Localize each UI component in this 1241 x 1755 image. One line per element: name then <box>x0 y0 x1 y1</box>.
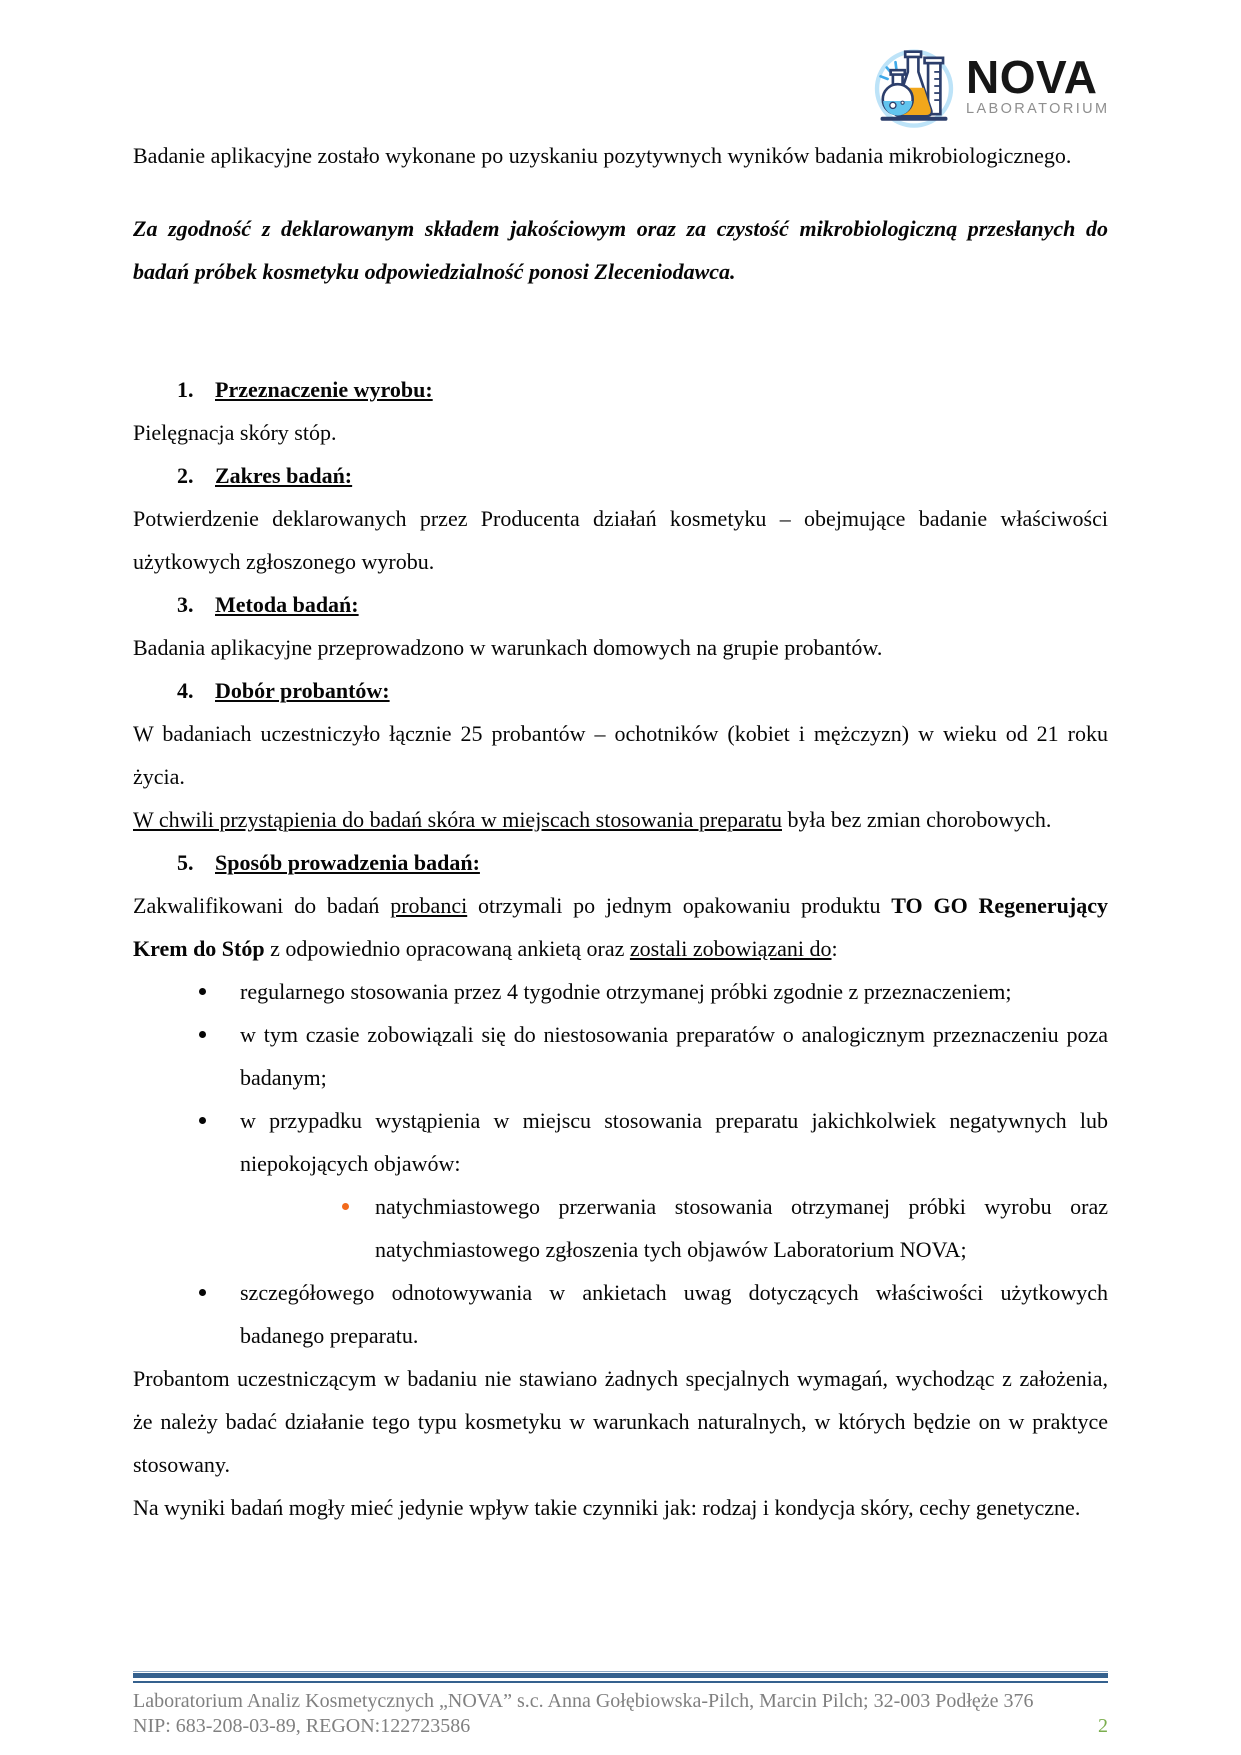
nova-logo <box>870 42 1109 130</box>
bold-product-name: TO GO Regenerujący Krem do Stóp <box>133 893 1109 961</box>
section-heading-4 <box>133 669 1108 712</box>
underlined-phrase: zostali zobowiązani do <box>629 936 832 961</box>
footer-rule-thick <box>133 1673 1108 1678</box>
heading-number: 1. <box>177 377 194 402</box>
bullet-list <box>133 970 1108 1357</box>
heading-label: Przeznaczenie wyrobu: <box>215 377 433 402</box>
heading-number: 5. <box>177 850 194 875</box>
logo-text <box>966 50 1110 117</box>
heading-label: Zakres badań: <box>215 463 353 488</box>
bullet-item: regularnego stosowania przez 4 tygodnie otrzymanej próbki zgodnie z przeznaczeniem; <box>133 970 1108 1013</box>
footer-rule-thin-bottom <box>133 1681 1108 1683</box>
plain-phrase: Zakwalifikowani do badań <box>133 893 391 918</box>
paragraph-section-1: Pielęgnacja skóry stóp. <box>133 420 337 445</box>
paragraph-section-4: W badaniach uczestniczyło łącznie 25 probantów – ochotników (kobiet i mężczyzn) w wieku od 21 roku życia. <box>133 721 1108 789</box>
heading-label: Sposób prowadzenia badań: <box>215 850 480 875</box>
paragraph-section-4b <box>133 798 1108 841</box>
bullet-item: szczegółowego odnotowywania w ankietach uwag dotyczących właściwości użytkowych badanego preparatu. <box>133 1271 1108 1357</box>
footer-rule <box>133 1671 1108 1683</box>
heading-label: Dobór probantów: <box>215 678 390 703</box>
underlined-phrase: probanci <box>390 893 468 918</box>
paragraph-closing-2: Na wyniki badań mogły mieć jedynie wpływ takie czynniki jak: rodzaj i kondycja skóry, cechy genetyczne. <box>133 1495 1081 1520</box>
page-number: 2 <box>1098 1715 1108 1737</box>
plain-phrase: z odpowiednio opracowaną ankietą oraz <box>264 936 630 961</box>
heading-label: Metoda badań: <box>215 592 359 617</box>
paragraph-section-2: Potwierdzenie deklarowanych przez Producenta działań kosmetyku – obejmujące badanie właściwości użytkowych zgłoszonego wyrobu. <box>133 506 1108 574</box>
bullet-item: w tym czasie zobowiązali się do niestosowania preparatów o analogicznym przeznaczeniu poza badanym; <box>133 1013 1108 1099</box>
plain-phrase: była bez zmian chorobowych. <box>782 807 1052 832</box>
heading-number: 3. <box>177 592 194 617</box>
heading-number: 4. <box>177 678 194 703</box>
section-heading-1 <box>133 368 1108 411</box>
footer-ids-row <box>133 1714 1108 1739</box>
heading-number: 2. <box>177 463 194 488</box>
nested-bullet-item: natychmiastowego przerwania stosowania otrzymanej próbki wyrobu oraz natychmiastowego zgłoszenia tych objawów Laboratorium NOVA; <box>133 1185 1108 1271</box>
logo-subtitle: LABORATORIUM <box>966 100 1110 117</box>
document-body <box>133 134 1108 1529</box>
underlined-phrase: W chwili przystąpienia do badań skóra w miejscach stosowania preparatu <box>133 807 782 832</box>
paragraph-closing-1: Probantom uczestniczącym w badaniu nie stawiano żadnych specjalnych wymagań, wychodząc z założenia, że należy badać działanie tego typu kosmetyku w warunkach naturalnych, w których będzie on w praktyce stosowany. <box>133 1366 1108 1477</box>
paragraph-section-3: Badania aplikacyjne przeprowadzono w warunkach domowych na grupie probantów. <box>133 635 883 660</box>
lab-flasks-icon <box>870 42 958 130</box>
footer-address: Laboratorium Analiz Kosmetycznych „NOVA” s.c. Anna Gołębiowska-Pilch, Marcin Pilch; 32-003 Podłęże 376 <box>133 1690 1034 1712</box>
plain-phrase: otrzymali po jednym opakowaniu produktu <box>467 893 892 918</box>
section-heading-3 <box>133 583 1108 626</box>
footer-rule-thin-top <box>133 1671 1108 1672</box>
footer-nip-regon: NIP: 683-208-03-89, REGON:122723586 <box>133 1715 471 1737</box>
footer <box>133 1689 1108 1739</box>
paragraph-section-5-intro <box>133 884 1108 970</box>
paragraph-intro: Badanie aplikacyjne zostało wykonane po uzyskaniu pozytywnych wyników badania mikrobiologicznego. <box>133 143 1072 168</box>
paragraph-disclaimer: Za zgodność z deklarowanym składem jakościowym oraz za czystość mikrobiologiczną przesłanych do badań próbek kosmetyku odpowiedzialność ponosi Zleceniodawca. <box>133 216 1108 284</box>
plain-phrase: : <box>831 936 838 961</box>
logo-name: NOVA <box>966 50 1098 103</box>
section-heading-5 <box>133 841 1108 884</box>
section-heading-2 <box>133 454 1108 497</box>
bullet-item: w przypadku wystąpienia w miejscu stosowania preparatu jakichkolwiek negatywnych lub niepokojących objawów: <box>133 1099 1108 1185</box>
